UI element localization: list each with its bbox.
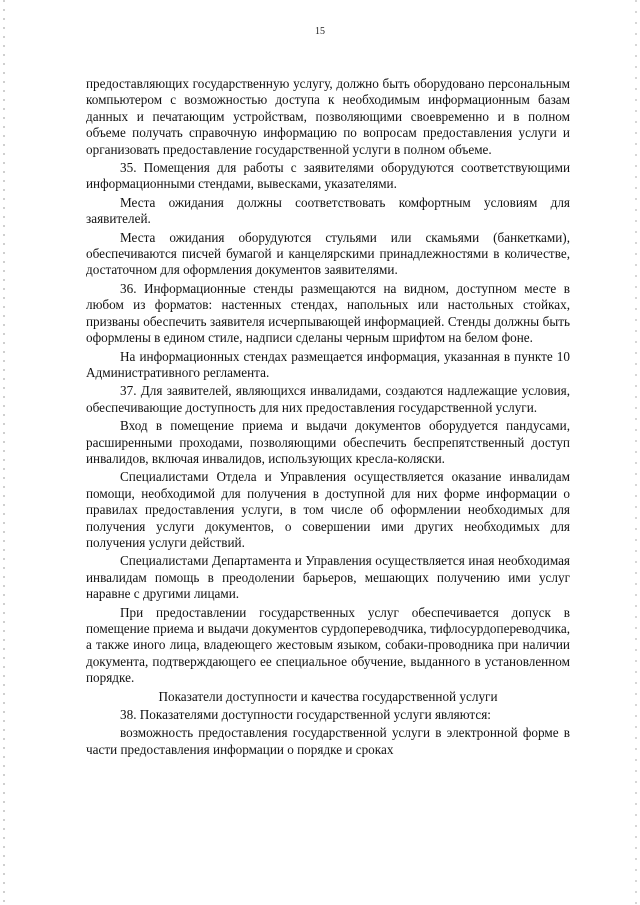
paragraph-department-assistance: Специалистами Отдела и Управления осуществляется оказание инвалидам помощи, необходимой для получения в доступной для них форме информации о правилах предоставления услуги, в том числе об оформлении необходимых для получения услуги документов, о совершении ими других необходимых для получения услуги действий. (86, 469, 570, 550)
paragraph-35: 35. Помещения для работы с заявителями оборудуются соответствующими информационными стендами, вывесками, указателями. (86, 160, 570, 192)
scan-edge-right (635, 0, 637, 905)
paragraph-continuation: предоставляющих государственную услугу, должно быть оборудовано персональным компьютером с возможностью доступа к необходимым информационным базам данных и печатающим устройствам, позволяющими своевременно и в полном объеме получать справочную информацию по вопросам предоставления услуги и организовать предоставление государственной услуги в полном объеме. (86, 76, 570, 157)
paragraph-36: 36. Информационные стенды размещаются на видном, доступном месте в любом из форматов: настенных стендах, напольных или настольных стойках, призваны обеспечить заявителя исчерпывающей информацией. Стенды должны быть оформлены в едином стиле, надписи сделаны черным шрифтом на белом фоне. (86, 280, 570, 346)
paragraph-38: 38. Показателями доступности государственной услуги являются: (120, 707, 491, 723)
paragraph-entrance: Вход в помещение приема и выдачи документов оборудуется пандусами, расширенными проходами, позволяющими обеспечить беспрепятственный доступ инвалидов, включая инвалидов, использующих кресла-коляски. (86, 418, 570, 466)
paragraph-waiting-places: Места ожидания должны соответствовать комфортным условиям для заявителей. (86, 194, 570, 227)
paragraph-stands-info: На информационных стендах размещается информация, указанная в пункте 10 Административного регламента. (86, 348, 570, 380)
document-body (86, 76, 570, 758)
paragraph-admission: При предоставлении государственных услуг обеспечивается допуск в помещение приема и выдачи документов сурдопереводчика, тифлосурдопереводчика, а также иного лица, владеющего жестовым языком, собаки-проводника при наличии документа, подтверждающего ее специальное обучение, выданного в установленном порядке. (86, 604, 570, 686)
paragraph-barriers: Специалистами Департамента и Управления осуществляется иная необходимая инвалидам помощь в преодолении барьеров, мешающих получению ими услуг наравне с другими лицами. (86, 553, 570, 602)
page-number: 15 (315, 26, 325, 37)
paragraph-37: 37. Для заявителей, являющихся инвалидами, создаются надлежащие условия, обеспечивающие доступность для них предоставления государственной услуги. (86, 383, 570, 415)
section-heading: Показатели доступности и качества государственной услуги (158, 688, 498, 704)
scan-edge-left (3, 0, 5, 905)
paragraph-waiting-equipment: Места ожидания оборудуются стульями или скамьями (банкетками), обеспечиваются писчей бумагой и канцелярскими принадлежностями в количестве, достаточном для оформления документов заявителями. (86, 229, 570, 278)
paragraph-electronic-form: возможность предоставления государственной услуги в электронной форме в части предоставления информации о порядке и сроках (86, 725, 570, 757)
